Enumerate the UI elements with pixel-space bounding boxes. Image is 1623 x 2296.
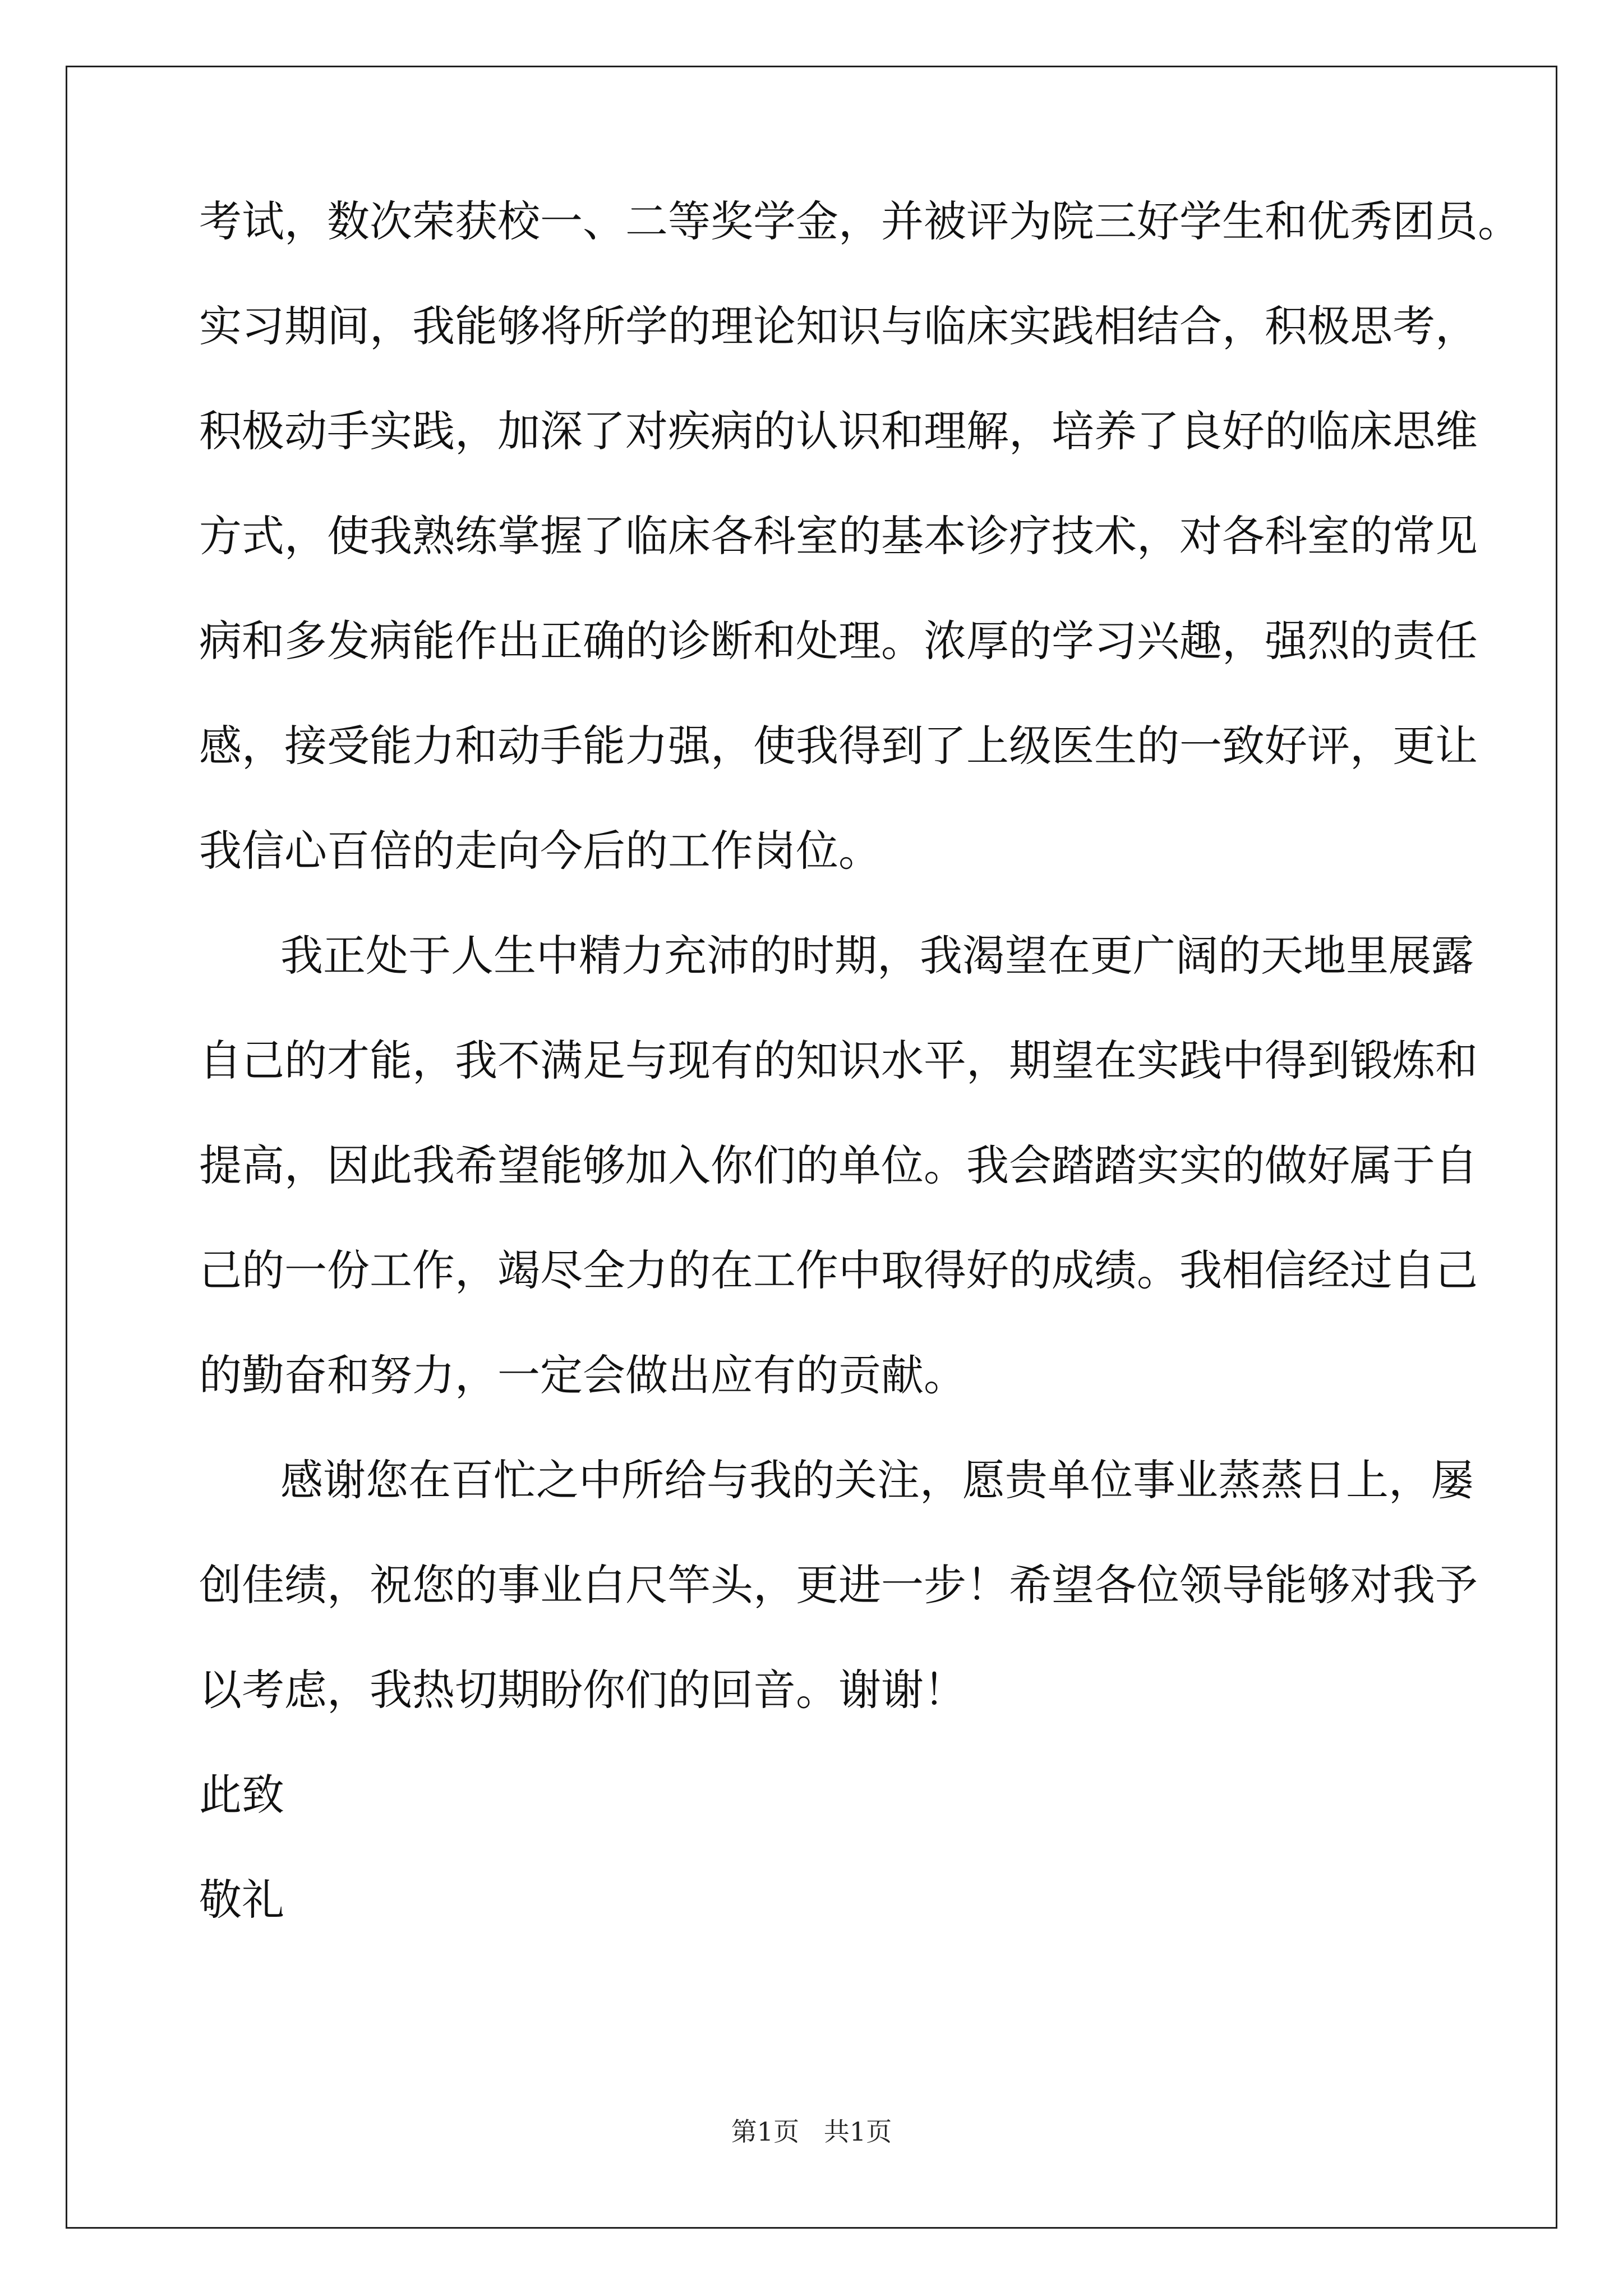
text-line: 我信心百倍的走向今后的工作岗位。	[199, 826, 881, 876]
text-line: 自己的才能，我不满足与现有的知识水平，期望在实践中得到锻炼和	[199, 1036, 1478, 1085]
text-line: 创佳绩，祝您的事业白尺竿头，更进一步！希望各位领导能够对我予	[199, 1560, 1478, 1610]
text-line: 感，接受能力和动手能力强，使我得到了上级医生的一致好评，更让	[199, 721, 1478, 771]
text-line: 积极动手实践，加深了对疾病的认识和理解，培养了良好的临床思维	[199, 406, 1478, 456]
paragraph-first-line: 我正处于人生中精力充沛的时期，我渴望在更广阔的天地里展露	[280, 931, 1474, 981]
text-line: 实习期间，我能够将所学的理论知识与临床实践相结合，积极思考，	[199, 301, 1478, 351]
closing-salutation: 此致	[199, 1770, 284, 1820]
text-line: 病和多发病能作出正确的诊断和处理。浓厚的学习兴趣，强烈的责任	[199, 616, 1478, 666]
paragraph-first-line: 感谢您在百忙之中所给与我的关注，愿贵单位事业蒸蒸日上，屡	[280, 1455, 1474, 1505]
text-line: 己的一份工作，竭尽全力的在工作中取得好的成绩。我相信经过自己	[199, 1245, 1478, 1295]
text-line: 考试，数次荣获校一、二等奖学金，并被评为院三好学生和优秀团员。	[199, 196, 1520, 246]
text-line: 的勤奋和努力，一定会做出应有的贡献。	[199, 1350, 966, 1400]
text-line: 以考虑，我热切期盼你们的回音。谢谢！	[199, 1665, 966, 1715]
page-footer: 第1页 共1页	[731, 2116, 892, 2147]
closing-regards: 敬礼	[199, 1875, 284, 1925]
text-line: 方式，使我熟练掌握了临床各科室的基本诊疗技术，对各科室的常见	[199, 511, 1478, 561]
text-line: 提高，因此我希望能够加入你们的单位。我会踏踏实实的做好属于自	[199, 1140, 1478, 1190]
